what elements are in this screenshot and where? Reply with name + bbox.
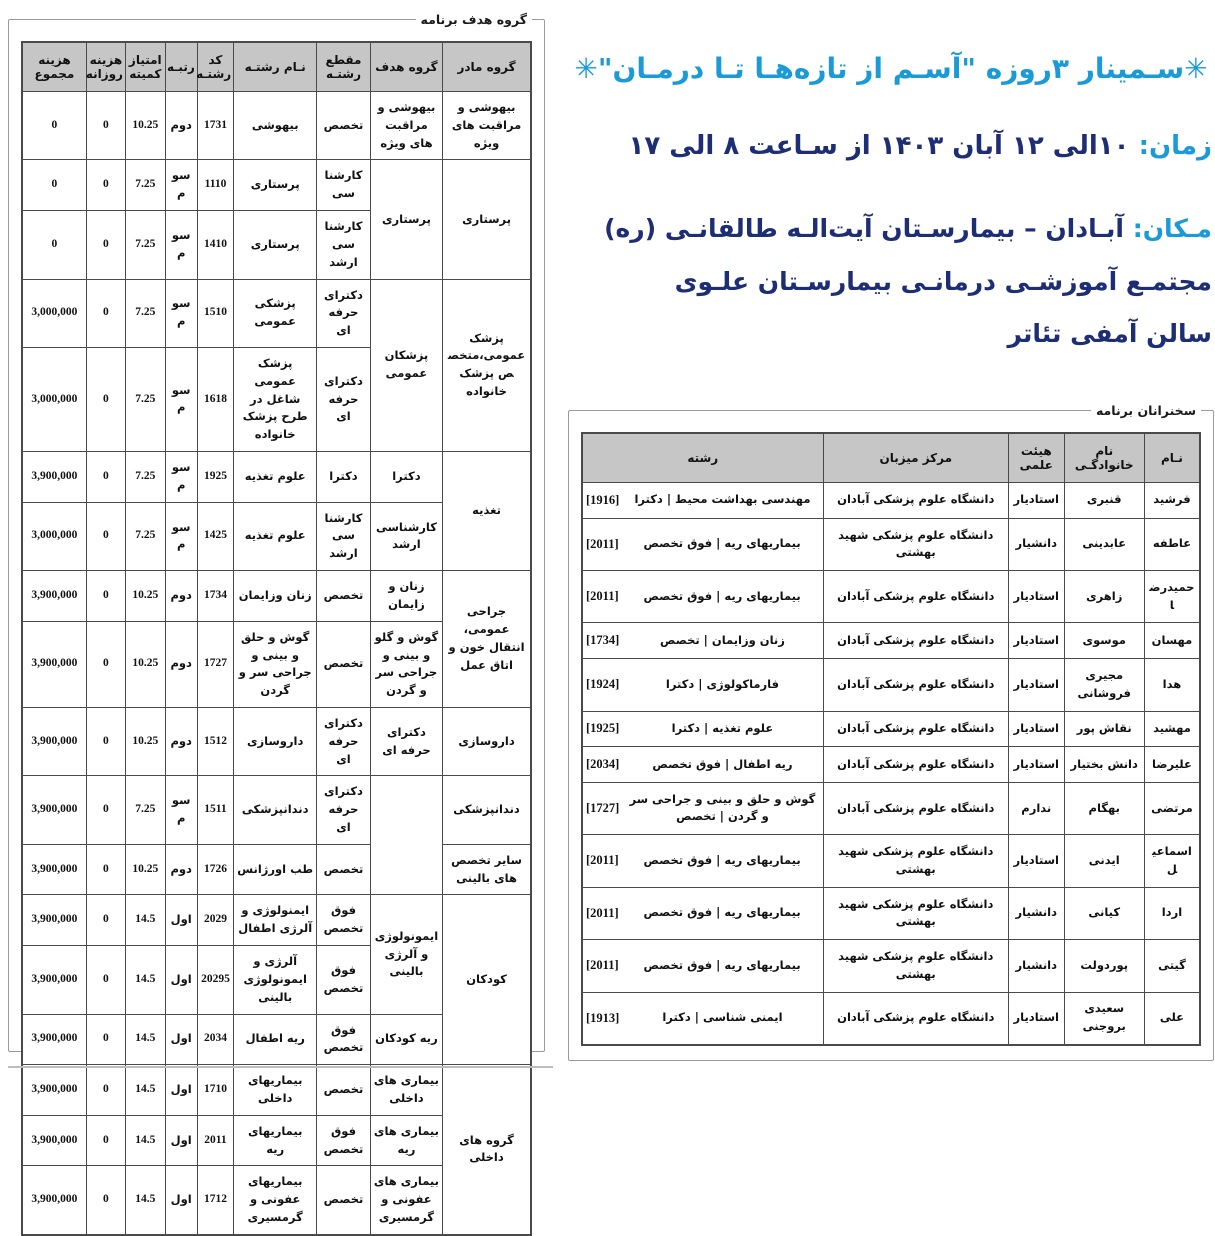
speaker-host-center-cell: دانشگاه علوم پزشکی آبادان [823,659,1008,711]
speaker-field-cell [582,992,823,1045]
level-cell: فوق تخصص [317,1115,371,1166]
field-code-cell: 2034 [197,1014,233,1065]
speakers-col-header-3: مرکز میزبان [823,433,1008,483]
speaker-field-text: مهندسی بهداشت محیط | دکترا [634,492,811,507]
speaker-host-center-cell: دانشگاه علوم پزشکی شهید بهشتی [823,887,1008,939]
speaker-academic-rank-cell: دانشیار [1008,518,1064,570]
speaker-field-text: بیماریهای ریه | فوق تخصص [643,588,801,603]
speaker-row-8 [582,835,1200,887]
field-name-cell: گوش و حلق و بینی و جراحی سر و گردن [234,621,317,707]
speaker-academic-rank-cell: استادیار [1008,659,1064,711]
level-cell: دکترا [317,452,371,503]
speaker-row-1 [582,518,1200,570]
speaker-field-text: ایمنی شناسی | دکترا [662,1010,783,1025]
field-code-cell: 1925 [197,452,233,503]
committee-score-cell: 7.25 [125,347,165,451]
daily-cost-cell: 0 [86,571,125,622]
total-cost-cell: 3,000,000 [22,502,86,570]
speaker-host-center-cell: دانشگاه علوم پزشکی آبادان [823,992,1008,1045]
speaker-academic-rank-cell: استادیار [1008,623,1064,659]
speaker-academic-rank-cell: دانشیار [1008,887,1064,939]
field-name-cell: بیماریهای عفونی و گرمسیری [234,1166,317,1235]
speaker-field-code: [1924] [586,677,620,692]
target-group-cell: ریه کودکان [370,1014,442,1065]
total-cost-cell: 3,900,000 [22,1115,86,1166]
level-cell: دکترای حرفه ای [317,707,371,775]
target-group-cell [370,776,442,895]
speaker-academic-rank-cell: استادیار [1008,835,1064,887]
speaker-first-name-cell: اسماعیل [1144,835,1200,887]
target-col-header-2: مقطع رشتـه [317,42,371,92]
daily-cost-cell: 0 [86,1014,125,1065]
target-row-3 [22,279,531,347]
speaker-academic-rank-cell: استادیار [1008,711,1064,747]
total-cost-cell: 3,900,000 [22,571,86,622]
target-group-cell: زنان و زایمان [370,571,442,622]
target-col-header-7: هزینه روزانه [86,42,125,92]
target-col-header-8: هزینه مجموع [22,42,86,92]
speakers-col-header-4: رشته [582,433,823,483]
daily-cost-cell: 0 [86,1166,125,1235]
target-group-cell: بیهوشی و مراقبت های ویژه [370,92,442,160]
speaker-row-11 [582,992,1200,1045]
mother-group-cell: سایر تخصص های بالینی [443,844,531,895]
target-col-header-0: گروه مادر [443,42,531,92]
level-cell: تخصص [317,1065,371,1116]
committee-score-cell: 10.25 [125,707,165,775]
field-name-cell: طب اورژانس [234,844,317,895]
target-col-header-4: کد رشتـه [197,42,233,92]
speaker-academic-rank-cell: استادیار [1008,571,1064,623]
field-code-cell: 1410 [197,211,233,279]
committee-score-cell: 7.25 [125,160,165,211]
speaker-field-text: زنان وزایمان | تخصص [660,632,785,647]
field-name-cell: ریه اطفال [234,1014,317,1065]
speakers-col-header-2: هیئت علمی [1008,433,1064,483]
total-cost-cell: 3,900,000 [22,895,86,946]
level-cell: دکترای حرفه ای [317,347,371,451]
speaker-field-text: بیماریهای ریه | فوق تخصص [643,957,801,972]
speaker-academic-rank-cell: ندارم [1008,782,1064,834]
time-text: ۱۰الی ۱۲ آبان ۱۴۰۳ از سـاعت ۸ الی ۱۷ [628,131,1130,161]
speaker-host-center-cell: دانشگاه علوم پزشکی آبادان [823,711,1008,747]
level-cell: کارشناسی ارشد [317,502,371,570]
speaker-host-center-cell: دانشگاه علوم پزشکی آبادان [823,623,1008,659]
speaker-academic-rank-cell: استادیار [1008,747,1064,783]
rank-cell: سوم [165,160,197,211]
speaker-row-9 [582,887,1200,939]
speaker-field-cell [582,887,823,939]
field-name-cell: دندانپزشکی [234,776,317,844]
speaker-field-code: [1734] [586,633,620,648]
daily-cost-cell: 0 [86,946,125,1014]
total-cost-cell: 3,900,000 [22,707,86,775]
field-name-cell: علوم تغذیه [234,452,317,503]
speaker-last-name-cell: بهگام [1064,782,1144,834]
speaker-field-text: بیماریهای ریه | فوق تخصص [643,536,801,551]
committee-score-cell: 7.25 [125,502,165,570]
level-cell: کارشناسی [317,160,371,211]
committee-score-cell: 10.25 [125,92,165,160]
speaker-field-code: [2011] [586,853,619,868]
field-name-cell: بیماریهای داخلی [234,1065,317,1116]
field-code-cell: 2029 [197,895,233,946]
speaker-field-cell [582,940,823,992]
total-cost-cell: 3,900,000 [22,452,86,503]
speaker-host-center-cell: دانشگاه علوم پزشکی آبادان [823,571,1008,623]
target-col-header-3: نـام رشتـه [234,42,317,92]
field-code-cell: 2011 [197,1115,233,1166]
speaker-academic-rank-cell: استادیار [1008,483,1064,519]
level-cell: تخصص [317,92,371,160]
field-code-cell: 1618 [197,347,233,451]
speakers-body [582,483,1200,1046]
target-row-9 [22,707,531,775]
speaker-first-name-cell: مرتضی [1144,782,1200,834]
committee-score-cell: 14.5 [125,1166,165,1235]
target-groups-legend: گروه هدف برنامه [420,12,527,27]
speaker-academic-rank-cell: استادیار [1008,992,1064,1045]
speaker-first-name-cell: فرشید [1144,483,1200,519]
field-name-cell: پرستاری [234,211,317,279]
daily-cost-cell: 0 [86,1115,125,1166]
committee-score-cell: 14.5 [125,895,165,946]
level-cell: تخصص [317,844,371,895]
committee-score-cell: 7.25 [125,452,165,503]
field-code-cell: 1726 [197,844,233,895]
speaker-field-code: [2011] [586,958,619,973]
field-code-cell: 1712 [197,1166,233,1235]
speaker-last-name-cell: مجیری فروشانی [1064,659,1144,711]
total-cost-cell: 3,900,000 [22,1014,86,1065]
speaker-row-5 [582,711,1200,747]
total-cost-cell: 0 [22,211,86,279]
daily-cost-cell: 0 [86,707,125,775]
committee-score-cell: 10.25 [125,621,165,707]
speaker-last-name-cell: زاهری [1064,571,1144,623]
speaker-field-code: [2011] [586,536,619,551]
speaker-field-cell [582,782,823,834]
speaker-field-code: [1916] [586,492,620,507]
field-name-cell: داروسازی [234,707,317,775]
field-code-cell: 1512 [197,707,233,775]
target-groups-table [21,41,532,1236]
target-col-header-6: امتیاز کمیته [125,42,165,92]
rank-cell: اول [165,1115,197,1166]
speaker-field-cell [582,518,823,570]
field-code-cell: 1710 [197,1065,233,1116]
target-group-cell: بیماری های ریه [370,1115,442,1166]
target-row-12 [22,895,531,946]
speaker-field-text: بیماریهای ریه | فوق تخصص [643,905,801,920]
speaker-last-name-cell: موسوی [1064,623,1144,659]
mother-group-cell: پرستاری [443,160,531,279]
rank-cell: دوم [165,707,197,775]
committee-score-cell: 14.5 [125,1014,165,1065]
speakers-col-header-1: نام خانوادگـی [1064,433,1144,483]
target-group-cell: کارشناسی ارشد [370,502,442,570]
speakers-panel [568,403,1214,1061]
place-label: مـکان: [1132,214,1212,243]
speaker-first-name-cell: اردا [1144,887,1200,939]
speaker-field-cell [582,835,823,887]
daily-cost-cell: 0 [86,895,125,946]
target-groups-body [22,92,531,1235]
speaker-first-name-cell: علیرضا [1144,747,1200,783]
level-cell: تخصص [317,621,371,707]
target-groups-panel [8,12,545,1224]
speaker-first-name-cell: مهشید [1144,711,1200,747]
target-group-cell: دکترا [370,452,442,503]
committee-score-cell: 14.5 [125,1065,165,1116]
speaker-field-text: بیماریهای ریه | فوق تخصص [643,853,801,867]
target-group-cell: دکترای حرفه ای [370,707,442,775]
speaker-field-text: گوش و حلق و بینی و جراحی سر و گردن | تخصص [629,791,816,824]
speaker-first-name-cell: هدا [1144,659,1200,711]
speaker-row-4 [582,659,1200,711]
target-group-cell: بیماری های عفونی و گرمسیری [370,1166,442,1235]
rank-cell: سوم [165,279,197,347]
mother-group-cell: بیهوشی و مراقبت های ویژه [443,92,531,160]
field-name-cell: بیماریهای ریه [234,1115,317,1166]
total-cost-cell: 0 [22,92,86,160]
rank-cell: دوم [165,844,197,895]
speaker-last-name-cell: پوردولت [1064,940,1144,992]
total-cost-cell: 3,000,000 [22,347,86,451]
speaker-row-3 [582,623,1200,659]
mother-group-cell: داروسازی [443,707,531,775]
target-row-0 [22,92,531,160]
rank-cell: سوم [165,211,197,279]
speaker-row-6 [582,747,1200,783]
daily-cost-cell: 0 [86,1065,125,1116]
speaker-field-code: [1913] [586,1010,620,1025]
place-line3: سالن آمفی تئاتر [1007,319,1212,348]
speaker-host-center-cell: دانشگاه علوم پزشکی آبادان [823,782,1008,834]
total-cost-cell: 3,900,000 [22,1166,86,1235]
rank-cell: سوم [165,502,197,570]
speaker-field-cell [582,659,823,711]
speaker-last-name-cell: سعیدی بروجنی [1064,992,1144,1045]
rank-cell: اول [165,895,197,946]
level-cell: فوق تخصص [317,946,371,1014]
level-cell: کارشناسی ارشد [317,211,371,279]
field-code-cell: 1425 [197,502,233,570]
speakers-header-row [582,433,1200,483]
speaker-field-text: ریه اطفال | فوق تخصص [652,756,793,771]
speaker-host-center-cell: دانشگاه علوم پزشکی شهید بهشتی [823,518,1008,570]
field-code-cell: 1734 [197,571,233,622]
rank-cell: اول [165,1014,197,1065]
place-line2: مجتمـع آموزشـی درمانـی بیمارسـتان علـوی [674,266,1212,296]
speaker-academic-rank-cell: دانشیار [1008,940,1064,992]
target-group-cell: پرستاری [370,160,442,279]
speaker-last-name-cell: عابدینی [1064,518,1144,570]
speaker-first-name-cell: علی [1144,992,1200,1045]
rank-cell: اول [165,1065,197,1116]
seminar-info [568,0,1214,361]
daily-cost-cell: 0 [86,347,125,451]
field-code-cell: 1510 [197,279,233,347]
daily-cost-cell: 0 [86,160,125,211]
mother-group-cell: جراحی عمومی، انتقال خون و اتاق عمل [443,571,531,708]
speaker-row-7 [582,782,1200,834]
speaker-last-name-cell: قنبری [1064,483,1144,519]
rank-cell: سوم [165,776,197,844]
target-row-5 [22,452,531,503]
level-cell: فوق تخصص [317,1014,371,1065]
committee-score-cell: 7.25 [125,211,165,279]
committee-score-cell: 7.25 [125,776,165,844]
speaker-row-0 [582,483,1200,519]
daily-cost-cell: 0 [86,279,125,347]
speaker-field-code: [2011] [586,589,619,604]
speaker-host-center-cell: دانشگاه علوم پزشکی شهید بهشتی [823,835,1008,887]
level-cell: فوق تخصص [317,895,371,946]
daily-cost-cell: 0 [86,776,125,844]
target-row-15 [22,1065,531,1116]
rank-cell: دوم [165,92,197,160]
speaker-first-name-cell: حمیدرضا [1144,571,1200,623]
field-name-cell: علوم تغذیه [234,502,317,570]
daily-cost-cell: 0 [86,92,125,160]
rank-cell: اول [165,946,197,1014]
speaker-host-center-cell: دانشگاه علوم پزشکی شهید بهشتی [823,940,1008,992]
rank-cell: اول [165,1166,197,1235]
level-cell: دکترای حرفه ای [317,279,371,347]
mother-group-cell: پزشک عمومی،متخصص پزشک خانواده [443,279,531,452]
speaker-host-center-cell: دانشگاه علوم پزشکی آبادان [823,747,1008,783]
committee-score-cell: 7.25 [125,279,165,347]
speakers-legend: سخنرانان برنامه [1095,403,1196,418]
speaker-field-cell [582,483,823,519]
target-groups-header-row [22,42,531,92]
mother-group-cell: دندانپزشکی [443,776,531,844]
target-row-10 [22,776,531,844]
target-group-cell: بیماری های داخلی [370,1065,442,1116]
speaker-field-code: [1925] [586,721,620,736]
seminar-title: ✳سـمینار ۳روزه "آسـم از تازه‌هـا تـا درمـان"✳ [574,52,1208,85]
field-name-cell: پزشک عمومی شاغل در طرح پزشک خانواده [234,347,317,451]
total-cost-cell: 0 [22,160,86,211]
daily-cost-cell: 0 [86,452,125,503]
total-cost-cell: 3,900,000 [22,776,86,844]
total-cost-cell: 3,900,000 [22,844,86,895]
target-row-11 [22,844,531,895]
level-cell: تخصص [317,571,371,622]
target-group-cell: ایمونولوژی و آلرژی بالینی [370,895,442,1014]
field-name-cell: بیهوشی [234,92,317,160]
field-code-cell: 1511 [197,776,233,844]
speaker-field-cell [582,711,823,747]
bottom-divider [8,1066,553,1068]
speakers-col-header-0: نـام [1144,433,1200,483]
speaker-field-text: فارماکولوژی | دکترا [665,676,779,691]
speaker-field-cell [582,623,823,659]
daily-cost-cell: 0 [86,211,125,279]
field-name-cell: پزشکی عمومی [234,279,317,347]
mother-group-cell: تغذیه [443,452,531,571]
time-label: زمان: [1138,131,1212,161]
speaker-last-name-cell: نقاش پور [1064,711,1144,747]
target-row-7 [22,571,531,622]
daily-cost-cell: 0 [86,844,125,895]
mother-group-cell: کودکان [443,895,531,1065]
field-code-cell: 20295 [197,946,233,1014]
speaker-host-center-cell: دانشگاه علوم پزشکی آبادان [823,483,1008,519]
target-group-cell: گوش و گلو و بینی و جراحی سر و گردن [370,621,442,707]
committee-score-cell: 14.5 [125,1115,165,1166]
speaker-first-name-cell: گیتی [1144,940,1200,992]
seminar-time [568,131,1214,161]
field-code-cell: 1727 [197,621,233,707]
level-cell: تخصص [317,1166,371,1235]
target-row-1 [22,160,531,211]
speakers-table [581,432,1201,1046]
rank-cell: سوم [165,347,197,451]
committee-score-cell: 10.25 [125,844,165,895]
rank-cell: دوم [165,571,197,622]
speaker-last-name-cell: کیانی [1064,887,1144,939]
daily-cost-cell: 0 [86,502,125,570]
speaker-last-name-cell: دانش بختیار [1064,747,1144,783]
speaker-field-code: [1727] [586,800,620,815]
field-name-cell: آلرژی و ایمونولوژی بالینی [234,946,317,1014]
target-col-header-1: گروه هدف [370,42,442,92]
daily-cost-cell: 0 [86,621,125,707]
speaker-last-name-cell: ایدنی [1064,835,1144,887]
place-line1: آبـادان – بیمارسـتان آیت‌الـه طالقانـی (ره) [604,214,1124,243]
speaker-field-cell [582,747,823,783]
speaker-field-code: [2011] [586,905,619,920]
total-cost-cell: 3,900,000 [22,946,86,1014]
field-name-cell: ایمنولوژی و آلرژی اطفال [234,895,317,946]
field-code-cell: 1110 [197,160,233,211]
speaker-field-text: علوم تغذیه | دکترا [671,720,774,735]
mother-group-cell: گروه های داخلی [443,1065,531,1235]
committee-score-cell: 14.5 [125,946,165,1014]
speaker-field-cell [582,571,823,623]
field-name-cell: پرستاری [234,160,317,211]
field-name-cell: زنان وزایمان [234,571,317,622]
seminar-place [568,203,1214,361]
level-cell: دکترای حرفه ای [317,776,371,844]
speaker-row-10 [582,940,1200,992]
rank-cell: سوم [165,452,197,503]
rank-cell: دوم [165,621,197,707]
field-code-cell: 1731 [197,92,233,160]
total-cost-cell: 3,000,000 [22,279,86,347]
committee-score-cell: 10.25 [125,571,165,622]
target-col-header-5: رتبـه [165,42,197,92]
target-group-cell: پزشکان عمومی [370,279,442,452]
speaker-field-code: [2034] [586,756,620,771]
speaker-first-name-cell: مهسان [1144,623,1200,659]
total-cost-cell: 3,900,000 [22,1065,86,1116]
speaker-row-2 [582,571,1200,623]
speaker-first-name-cell: عاطفه [1144,518,1200,570]
total-cost-cell: 3,900,000 [22,621,86,707]
